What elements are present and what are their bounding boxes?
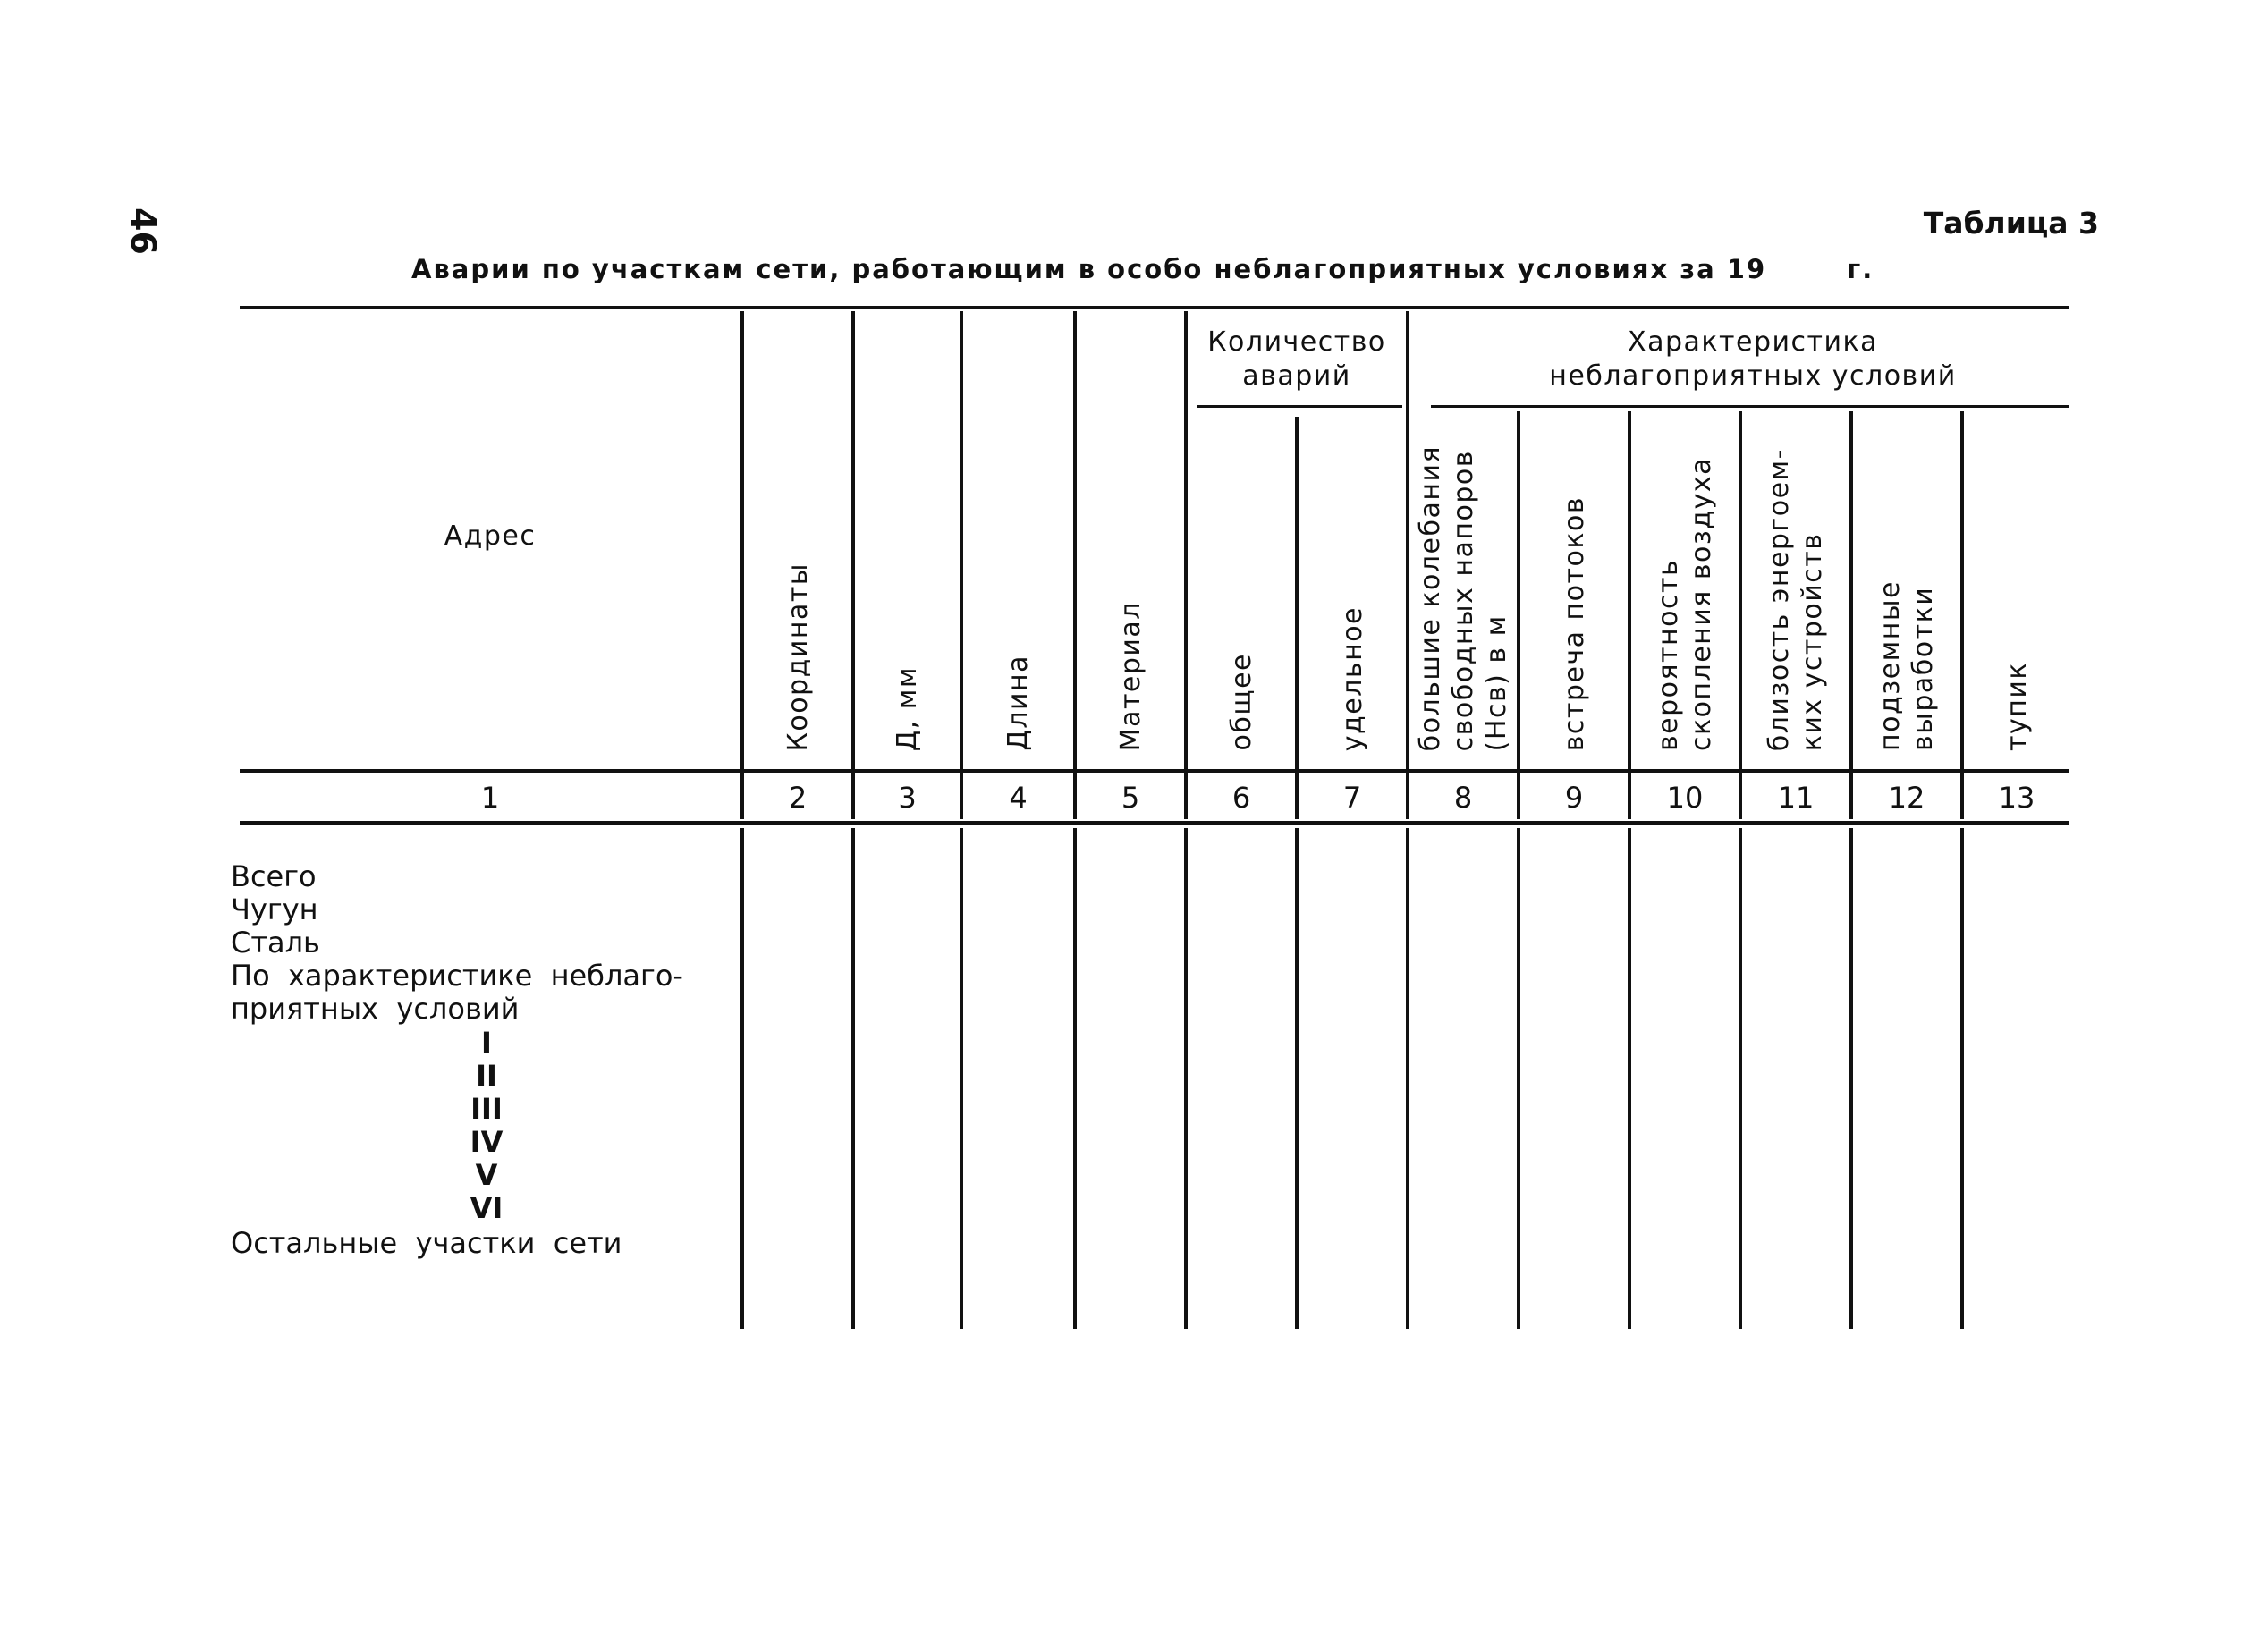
header-accidents-group: Количество аварий <box>1207 326 1386 392</box>
header-material-cell <box>1077 322 1184 751</box>
header-address: Адрес <box>444 520 537 552</box>
row-roman-6: VI <box>470 1191 504 1225</box>
header-coordinates-cell <box>744 322 851 751</box>
header-accidents-total-cell <box>1188 420 1295 751</box>
body-divider-8 <box>1517 828 1520 1329</box>
header-bottom-rule <box>240 769 2069 773</box>
body-divider-10 <box>1739 828 1742 1329</box>
column-number-12: 12 <box>1888 781 1925 815</box>
body-divider-7 <box>1406 828 1409 1329</box>
row-by-conditions-line1: По характеристике неблаго- <box>231 959 683 993</box>
column-number-9: 9 <box>1564 781 1584 815</box>
body-divider-12 <box>1960 828 1964 1329</box>
table-label: Таблица 3 <box>1923 206 2099 241</box>
header-accidents-total: общее <box>1225 653 1257 751</box>
header-power-proximity: близость энергоем- ких устройств <box>1764 447 1828 751</box>
row-roman-5: V <box>475 1158 498 1192</box>
body-divider-1 <box>740 828 744 1329</box>
header-pressure-fluctuation: большие колебания свободных напоров (Нсв) в м <box>1414 444 1512 751</box>
header-underground-cell <box>1853 417 1960 751</box>
table-title-year-suffix: г. <box>1847 254 1874 284</box>
column-number-5: 5 <box>1121 781 1140 815</box>
body-divider-4 <box>1073 828 1077 1329</box>
column-number-8: 8 <box>1453 781 1473 815</box>
table-title <box>411 254 1874 284</box>
row-total: Всего <box>231 859 317 893</box>
row-roman-1: I <box>481 1026 492 1060</box>
table-top-rule <box>240 306 2069 309</box>
body-divider-3 <box>960 828 963 1329</box>
body-divider-9 <box>1628 828 1631 1329</box>
column-number-1: 1 <box>480 781 500 815</box>
accidents-group-rule <box>1197 405 1402 408</box>
page-number: 46 <box>123 207 163 255</box>
header-dead-end: тупик <box>2001 662 2033 751</box>
header-accidents-specific-cell <box>1299 420 1406 751</box>
column-number-7: 7 <box>1342 781 1362 815</box>
column-number-4: 4 <box>1009 781 1028 815</box>
header-length: Длина <box>1003 655 1034 751</box>
column-number-3: 3 <box>898 781 917 815</box>
column-number-11: 11 <box>1777 781 1815 815</box>
table-title-main: Аварии по участкам сети, работающим в особо неблагоприятных условиях за 19 <box>411 254 1767 284</box>
column-number-13: 13 <box>1998 781 2035 815</box>
column-number-6: 6 <box>1231 781 1251 815</box>
header-power-cell <box>1742 417 1849 751</box>
header-dead-end-cell <box>1964 417 2069 751</box>
header-flow-cell <box>1520 417 1628 751</box>
body-divider-5 <box>1184 828 1188 1329</box>
header-material: Материал <box>1114 600 1147 751</box>
header-coordinates: Координаты <box>782 562 814 751</box>
row-roman-3: III <box>470 1092 503 1126</box>
numbers-bottom-rule <box>240 821 2069 824</box>
header-diameter: Д, мм <box>892 665 923 751</box>
row-roman-2: II <box>476 1059 497 1093</box>
row-other-sections: Остальные участки сети <box>231 1226 622 1260</box>
header-accidents-specific: удельное <box>1336 605 1368 751</box>
row-roman-4: IV <box>470 1125 504 1159</box>
header-air-accumulation: вероятность скопления воздуха <box>1653 456 1717 751</box>
header-length-cell <box>963 322 1073 751</box>
row-steel: Сталь <box>231 926 320 960</box>
header-flow-meeting: встреча потоков <box>1558 495 1590 751</box>
header-conditions-group: Характеристика неблагоприятных условий <box>1549 326 1957 392</box>
row-by-conditions-line2: приятных условий <box>231 992 520 1026</box>
body-divider-6 <box>1295 828 1299 1329</box>
row-cast-iron: Чугун <box>231 892 318 926</box>
body-divider-2 <box>851 828 855 1329</box>
header-pressure-cell <box>1409 417 1517 751</box>
header-air-cell <box>1631 417 1739 751</box>
conditions-group-rule <box>1431 405 2069 408</box>
column-number-2: 2 <box>788 781 808 815</box>
header-diameter-cell <box>855 322 960 751</box>
column-number-10: 10 <box>1666 781 1704 815</box>
header-underground-workings: подземные выработки <box>1874 579 1939 751</box>
body-divider-11 <box>1849 828 1853 1329</box>
